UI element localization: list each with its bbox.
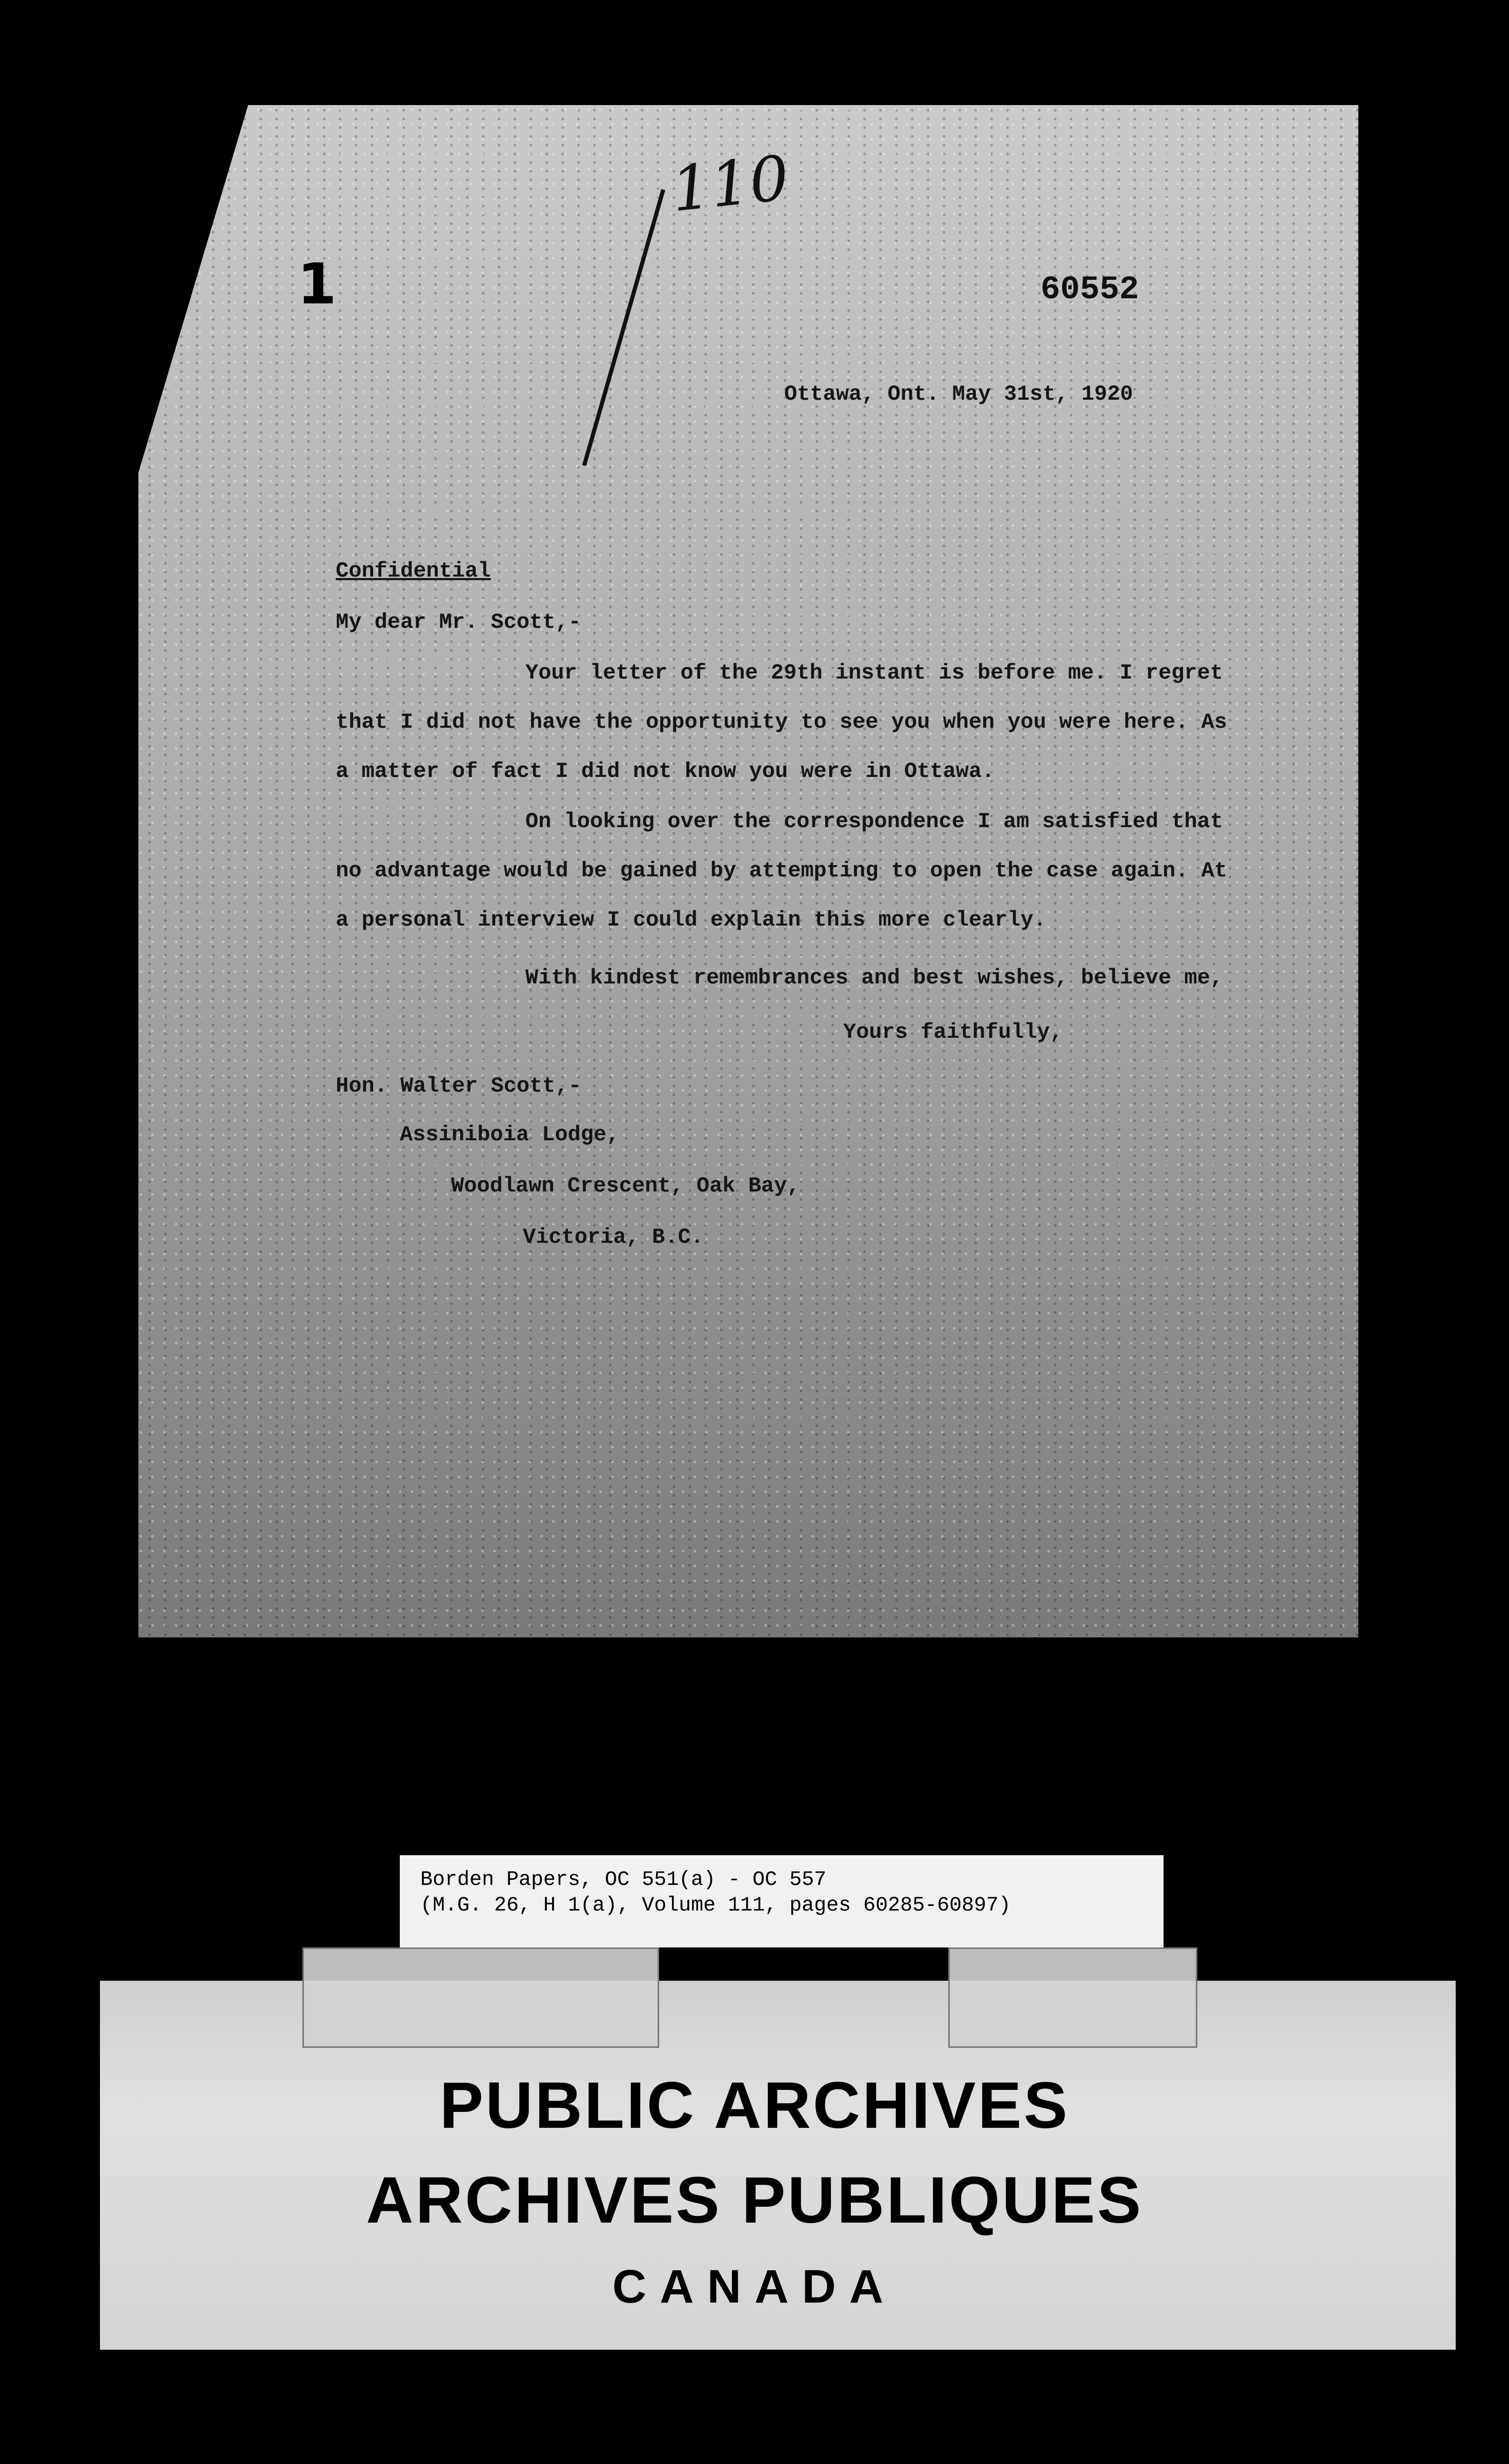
reference-line-1: Borden Papers, OC 551(a) - OC 557 [420,1868,827,1892]
date-line: Ottawa, Ont. May 31st, 1920 [784,382,1133,406]
tape-strip-left [302,1947,659,2048]
address-line-2: Assiniboia Lodge, [400,1122,620,1147]
tape-strip-right [948,1947,1197,2048]
archive-title-french: ARCHIVES PUBLIQUES [366,2164,1143,2237]
body-paragraph-2: On looking over the correspondence I am satisfied that no advantage would be gained by attempting to open the case again. At a personal interview I could explain this more clearly. [336,809,1228,932]
corner-mark: 1 [297,251,337,317]
address-line-1: Hon. Walter Scott,- [336,1074,581,1098]
confidential-label: Confidential [336,559,491,583]
body-paragraph-3: With kindest remembrances and best wishes, believe me, [525,966,1223,990]
closing: Yours faithfully, [843,1020,1063,1044]
archive-reference-label [400,1855,1164,1947]
body-paragraph-1: Your letter of the 29th instant is before me. I regret that I did not have the opportunity to see you when you were here. As a matter of fact I did not know you were in Ottawa. [336,661,1228,784]
archive-country: CANADA [612,2261,897,2313]
salutation: My dear Mr. Scott,- [336,610,581,634]
handwritten-number: 110 [668,142,792,226]
reference-line-2: (M.G. 26, H 1(a), Volume 111, pages 60285-60897) [420,1894,1011,1917]
address-line-3: Woodlawn Crescent, Oak Bay, [451,1174,800,1198]
address-line-4: Victoria, B.C. [523,1225,704,1249]
archive-title-english: PUBLIC ARCHIVES [439,2069,1070,2142]
document-number: 60552 [1041,272,1139,309]
